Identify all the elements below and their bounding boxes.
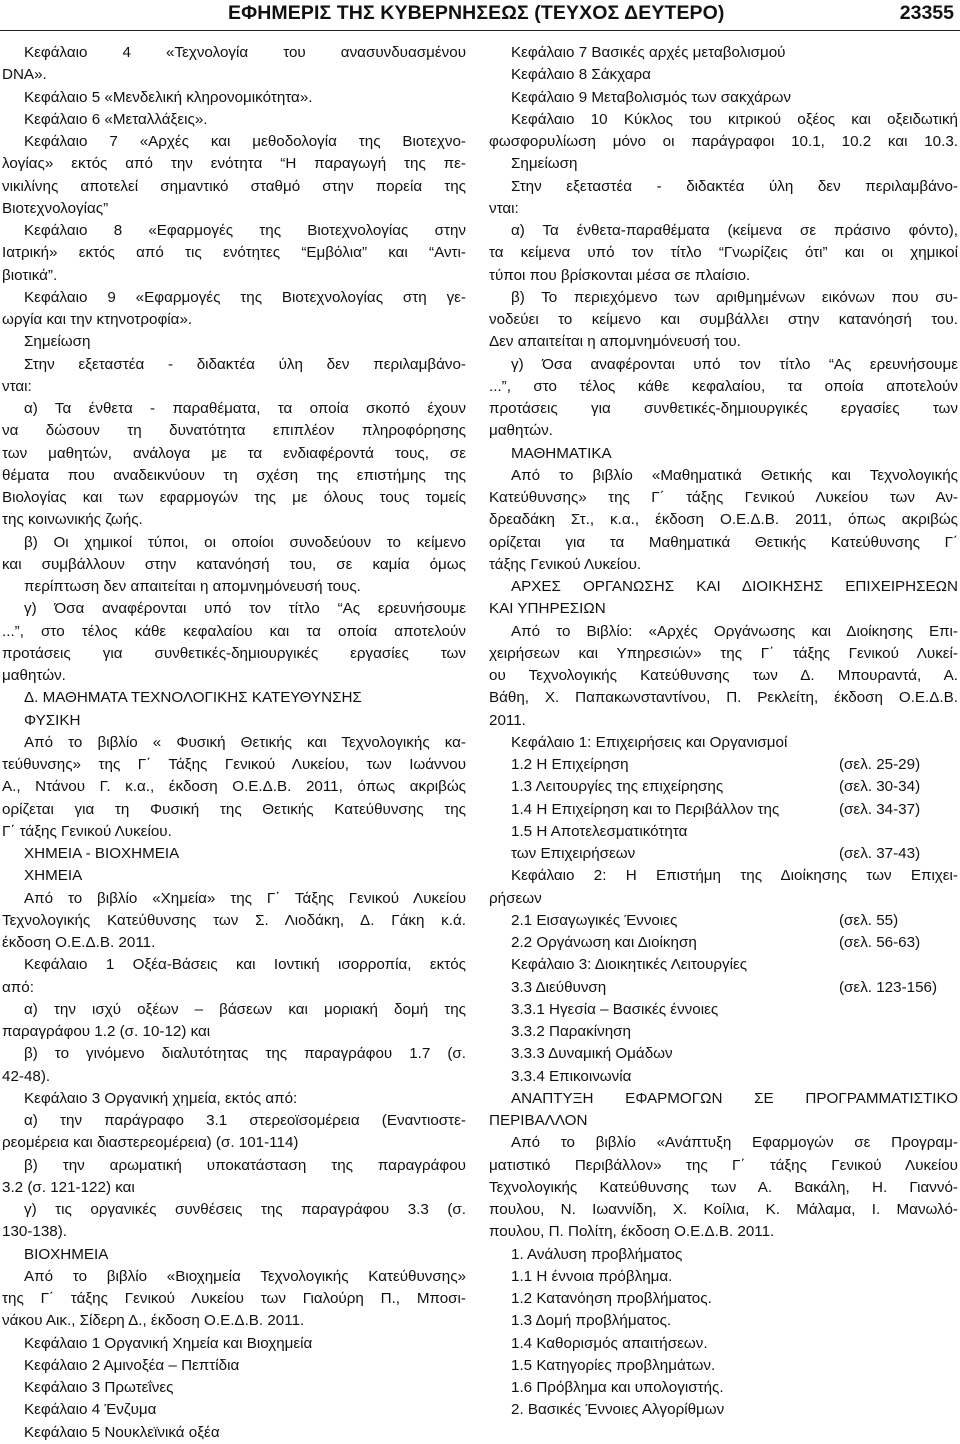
text-line: ΒΙΟΧΗΜΕΙΑ [24,1245,109,1263]
text-line: Τεχνολογικής Κατεύθυνσης των Α. Βακάλη, Η. Γιαννό- [489,1178,958,1196]
text-line: Κεφάλαιο 8 Σάκχαρα [511,66,651,84]
left-column [2,42,466,1444]
toc-item-title: 1.2 Η Επιχείρηση [511,756,629,773]
text-line: τα κείμενα υπό τον τίτλο “Γνωρίζεις ότι” και οι χημικοί [489,244,958,262]
toc-item-pages: (σελ. 55) [839,911,899,929]
text-line: πουλου, Π. Πολίτη, έκδοση Ο.Ε.Δ.Β. 2011. [489,1223,775,1241]
toc-item-title: 2.1 Εισαγωγικές Έννοιες [511,911,678,929]
gazette-title: ΕΦΗΜΕΡΙΣ ΤΗΣ ΚΥΒΕΡΝΗΣΕΩΣ (ΤΕΥΧΟΣ ΔΕΥΤΕΡΟ) [228,2,725,24]
chapter-heading: Κεφάλαιο 2: Η Επιστήμη της Διοίκησης των Επιχει- [511,867,958,885]
text-line: Σημείωση [511,155,578,173]
toc-row [489,1021,958,1043]
text-line: Κεφάλαιο 9 «Εφαρμογές της Βιοτεχνολογίας στη γε- [24,288,466,306]
text-line: Κεφάλαιο 4 Ένζυμα [24,1401,157,1419]
text-line: Στην εξεταστέα - διδακτέα ύλη δεν περιλαμβάνο- [511,177,958,195]
toc-item-pages: (σελ. 37-43) [839,845,921,862]
text-line: τάξης Γενικού Λυκείου. [489,555,642,573]
text-line: ωργία και την κτηνοτροφία». [2,311,193,328]
text-line: από: [2,978,34,996]
toc-item-pages: (σελ. 34-37) [839,800,921,818]
toc-row [489,1043,958,1065]
toc-item-pages: (σελ. 30-34) [839,778,921,796]
chapter-heading: Κεφάλαιο 3: Διοικητικές Λειτουργίες [511,956,748,974]
text-line: Από το βιβλίο «Χημεία» της Γ΄ Τάξης Γενικού Λυκείου [24,889,466,907]
header-divider [0,30,960,31]
page-number: 23355 [899,2,954,24]
text-line: Δεν απαιτείται η απομνημόνευσή του. [489,333,741,351]
text-line: πουλου, Ν. Ιωαννίδη, Χ. Κοίλια, Κ. Μάλαμα, Ι. Μανωλό- [489,1201,958,1218]
toc-item-pages: (σελ. 25-29) [839,756,921,773]
text-line: παραγράφου 1.2 (σ. 10-12) και [2,1023,211,1040]
text-line: ...”, στο τέλος κάθε κεφαλαίου και τα οποία αποτελούν [2,622,466,640]
text-line: φωσφορυλίωση μόνο οι παράγραφοι 10.1, 10.2 και 10.3. [489,133,958,150]
toc-row [489,999,958,1021]
text-line: Από το βιβλίο «Βιοχημεία Τεχνολογικής Κατεύθυνσης» [24,1267,466,1285]
text-line: Βιολογίας και των εφαρμογών της με όλους τους τομείς [2,489,466,506]
text-line: 1.4 Καθορισμός απαιτήσεων. [511,1334,708,1352]
text-line: ρεομέρεια και διαστερεομέρεια) (σ. 101-114) [2,1134,299,1152]
text-line: Κεφάλαιο 8 «Εφαρμογές της Βιοτεχνολογίας στην [24,222,466,239]
text-line: περίπτωση δεν απαιτείται η απομνημόνευσή τους. [24,578,361,595]
text-line: μαθητών. [489,422,553,440]
toc-row [489,799,958,821]
toc-item-title: 1.5 Η Αποτελεσματικότητα [511,822,688,840]
text-line: Κεφάλαιο 7 Βασικές αρχές μεταβολισμού [511,44,786,61]
text-line: ΑΡΧΕΣ ΟΡΓΑΝΩΣΗΣ ΚΑΙ ΔΙΟΙΚΗΣΗΣ ΕΠΙΧΕΙΡΗΣΕΩΝ [511,578,958,595]
text-line: νάκου Αικ., Σίδερη Δ., έκδοση Ο.Ε.Δ.Β. 2011. [2,1312,305,1330]
toc-item-title: 2.2 Οργάνωση και Διοίκηση [511,934,697,951]
text-line: 130-138). [2,1223,68,1241]
toc-item-title: 3.3.4 Επικοινωνία [511,1067,632,1085]
text-line: ου Τεχνολογικής Κατεύθυνσης των Δ. Μπουραντά, Α. [489,667,958,684]
toc-row [489,776,958,798]
text-line: νται: [489,199,519,217]
text-line: Γ΄ τάξης Γενικού Λυκείου. [2,822,172,840]
text-line: Από το Βιβλίο: «Αρχές Οργάνωσης και Διοίκησης Επι- [511,622,958,640]
toc-item-pages: (σελ. 56-63) [839,934,921,951]
toc-item-title: 3.3 Διεύθυνση [511,978,607,996]
text-line: Σημείωση [24,333,91,351]
text-line: βιοτικά”. [2,266,58,284]
text-line: 1.2 Κατανόηση προβλήματος. [511,1290,712,1307]
text-line: Κεφάλαιο 9 Μεταβολισμός των σακχάρων [511,88,791,106]
text-line: Κεφάλαιο 10 Κύκλος του κιτρικού οξέος και οξειδωτική [511,110,958,128]
text-line: ματιστικό Περιβάλλον» της Γ΄ τάξης Γενικού Λυκείου [489,1156,958,1174]
text-line: Κατεύθυνσης» της Γ΄ τάξης Γενικού Λυκείου των Αν- [489,489,958,506]
text-line: Ιατρική» εκτός από τις ενότητες “Εμβόλια” και “Αντι- [2,244,466,262]
toc-item-title: των Επιχειρήσεων [511,845,636,862]
toc-row [489,977,958,999]
text-line: Βάθη, Χ. Παπακωνσταντίνου, Π. Ρεκλείτη, έκδοση Ο.Ε.Δ.Β. [489,689,958,707]
text-line: Κεφάλαιο 4 «Τεχνολογία του ανασυνδυασμένου [24,44,466,61]
text-line: Κεφάλαιο 5 Νουκλεϊνικά οξέα [24,1423,220,1441]
chapter-heading: ρήσεων [489,889,542,907]
text-line: Κεφάλαιο 3 Οργανική χημεία, εκτός από: [24,1089,298,1107]
text-line: 2011. [489,711,526,729]
text-line: των μαθητών, ανάλογα με τα ενδιαφέροντά τους, σε [2,444,466,462]
text-line: τύποι που βρίσκονται μέσα σε πλαίσιο. [489,266,751,284]
text-line: προτάσεις για συνθετικές-δημιουργικές εργασίες των [2,644,466,662]
text-line: θέματα που αναδεικνύουν τη σχέση της επιστήμης της [2,466,466,484]
text-line: β) την αρωματική υποκατάσταση της παραγράφου [24,1156,466,1174]
text-line: Τεχνολογικής Κατεύθυνσης των Σ. Λιοδάκη, Δ. Γάκη κ.ά. [2,911,466,929]
text-line: γ) Όσα αναφέρονται υπό τον τίτλο “Ας ερευνήσουμε [24,600,466,618]
text-line: μαθητών. [2,667,66,684]
text-line: γ) Όσα αναφέρονται υπό τον τίτλο “Ας ερευνήσουμε [511,355,958,373]
toc-item-title: 1.3 Λειτουργίες της επιχείρησης [511,778,724,796]
text-line: Κεφάλαιο 1 Οξέα-Βάσεις και Ιοντική ισορροπία, εκτός [24,956,466,974]
text-line: 42-48). [2,1067,51,1085]
text-line: νοδεύει το κείμενο και συμβάλλει στην κατανόησή του. [489,311,958,328]
text-line: νται: [2,377,32,395]
text-line: α) Τα ένθετα-παραθέματα (κείμενα σε πράσινο φόντο), [511,222,958,239]
toc-row [489,1066,958,1088]
toc-row [489,843,958,865]
toc-row [489,910,958,932]
toc-item-pages: (σελ. 123-156) [839,978,938,996]
text-line: ορίζεται για τα Μαθηματικά Θετικής Κατεύθυνσης Γ΄ [489,533,958,551]
text-line: γ) τις οργανικές συνθέσεις της παραγράφου 3.3 (σ. [24,1201,466,1218]
text-line: Κεφάλαιο 7 «Αρχές και μεθοδολογία της Βιοτεχνο- [24,133,466,150]
text-line: ΚΑΙ ΥΠΗΡΕΣΙΩΝ [489,600,606,618]
text-line: 1. Ανάλυση προβλήματος [511,1245,683,1263]
text-line: Κεφάλαιο 1 Οργανική Χημεία και Βιοχημεία [24,1334,313,1352]
text-line: Από το βιβλίο «Μαθηματικά Θετικής και Τεχνολογικής [511,466,958,484]
toc-row [489,932,958,954]
text-line: Κεφάλαιο 1: Επιχειρήσεις και Οργανισμοί [511,733,788,751]
text-line: Κεφάλαιο 2 Αμινοξέα – Πεπτίδια [24,1356,240,1374]
text-line: Βιοτεχνολογίας” [2,199,109,217]
text-line: Δ. ΜΑΘΗΜΑΤΑ ΤΕΧΝΟΛΟΓΙΚΗΣ ΚΑΤΕΥΘΥΝΣΗΣ [24,689,362,707]
text-line: Κεφάλαιο 3 Πρωτεΐνες [24,1379,174,1396]
text-line: ΑΝΑΠΤΥΞΗ ΕΦΑΡΜΟΓΩΝ ΣΕ ΠΡΟΓΡΑΜΜΑΤΙΣΤΙΚΟ [511,1089,958,1107]
text-line: νικιλίνης αποτελεί σημαντικό σταθμό στην πορεία της [2,177,466,195]
text-line: Από το βιβλίο « Φυσική Θετικής και Τεχνολογικής κα- [24,733,466,751]
text-line: ορίζεται για τη Φυσική της Θετικής Κατεύθυνσης της [2,800,466,818]
page-header [0,0,960,30]
toc-row [489,821,958,843]
toc-row [489,754,958,776]
text-line: ΠΕΡΙΒΑΛΛΟΝ [489,1112,588,1129]
text-line: Κεφάλαιο 5 «Μενδελική κληρονομικότητα». [24,88,313,106]
text-line: β) Το περιεχόμενο των αριθμημένων εικόνων που συ- [511,288,958,306]
text-line: Α., Ντάνου Γ. κ.α., έκδοση Ο.Ε.Δ.Β. 2011, όπως ακριβώς [2,778,466,796]
toc-item-title: 3.3.3 Δυναμική Ομάδων [511,1045,673,1063]
toc-item-title: 1.4 Η Επιχείρηση και το Περιβάλλον της [511,800,780,818]
text-line: ...”, στο τέλος κάθε κεφαλαίου, τα οποία αποτελούν [489,377,958,395]
right-column [489,42,958,1422]
text-line: να δώσουν τη δυνατότητα επιπλέον πληροφόρησης [2,422,466,440]
text-line: 1.3 Δομή προβλήματος. [511,1312,672,1330]
text-line: α) την παράγραφο 3.1 στερεοϊσομέρεια (Εναντιοστε- [24,1112,466,1129]
text-line: ΧΗΜΕΙΑ - ΒΙΟΧΗΜΕΙΑ [24,845,180,862]
text-line: Κεφάλαιο 6 «Μεταλλάξεις». [24,110,208,128]
text-line: β) το γινόμενο διαλυτότητας της παραγράφου 1.7 (σ. [24,1045,466,1063]
text-line: DNA». [2,66,47,84]
text-line: έκδοση Ο.Ε.Δ.Β. 2011. [2,934,156,951]
text-line: Στην εξεταστέα - διδακτέα ύλη δεν περιλαμβάνο- [24,355,466,373]
text-line: 2. Βασικές Έννοιες Αλγορίθμων [511,1401,725,1419]
text-line: ΧΗΜΕΙΑ [24,867,83,885]
text-line: 1.5 Κατηγορίες προβλημάτων. [511,1356,716,1374]
text-line: 3.2 (σ. 121-122) και [2,1178,135,1196]
text-line: α) την ισχύ οξέων – βάσεων και μοριακή δομή της [24,1000,466,1018]
toc-item-title: 3.3.2 Παρακίνηση [511,1023,631,1040]
text-line: της Γ΄ τάξης Γενικού Λυκείου των Γιαλούρη Π., Μποσι- [2,1290,466,1307]
text-line: 1.1 Η έννοια πρόβλημα. [511,1267,673,1285]
text-line: ΦΥΣΙΚΗ [24,711,81,729]
text-line: χειρήσεων και Υπηρεσιών» της Γ΄ τάξης Γενικού Λυκεί- [489,644,958,662]
text-line: τεύθυνσης» της Γ΄ Τάξης Γενικού Λυκείου, των Ιωάννου [2,756,466,773]
text-line: λογίας» εκτός από την ενότητα “Η παραγωγή της πε- [2,155,466,173]
text-line: α) Τα ένθετα - παραθέματα, τα οποία σκοπό έχουν [24,400,466,417]
toc-item-title: 3.3.1 Ηγεσία – Βασικές έννοιες [511,1000,719,1018]
text-line: της κοινωνικής ζωής. [2,511,143,529]
text-line: προτάσεις για συνθετικές-δημιουργικές εργασίες των [489,400,958,417]
text-line: δρεαδάκη Στ., κ.α., έκδοση Ο.Ε.Δ.Β. 2011, όπως ακριβώς [489,511,958,529]
text-line: 1.6 Πρόβλημα και υπολογιστής. [511,1379,724,1396]
text-line: και συμβάλλουν στην κατανόησή του, σε καμία όμως [2,555,466,573]
text-line: ΜΑΘΗΜΑΤΙΚΑ [511,444,612,462]
text-line: Από το βιβλίο «Ανάπτυξη Εφαρμογών σε Προγραμ- [511,1134,958,1152]
text-line: β) Οι χημικοί τύποι, οι οποίοι συνοδεύουν το κείμενο [24,533,466,551]
